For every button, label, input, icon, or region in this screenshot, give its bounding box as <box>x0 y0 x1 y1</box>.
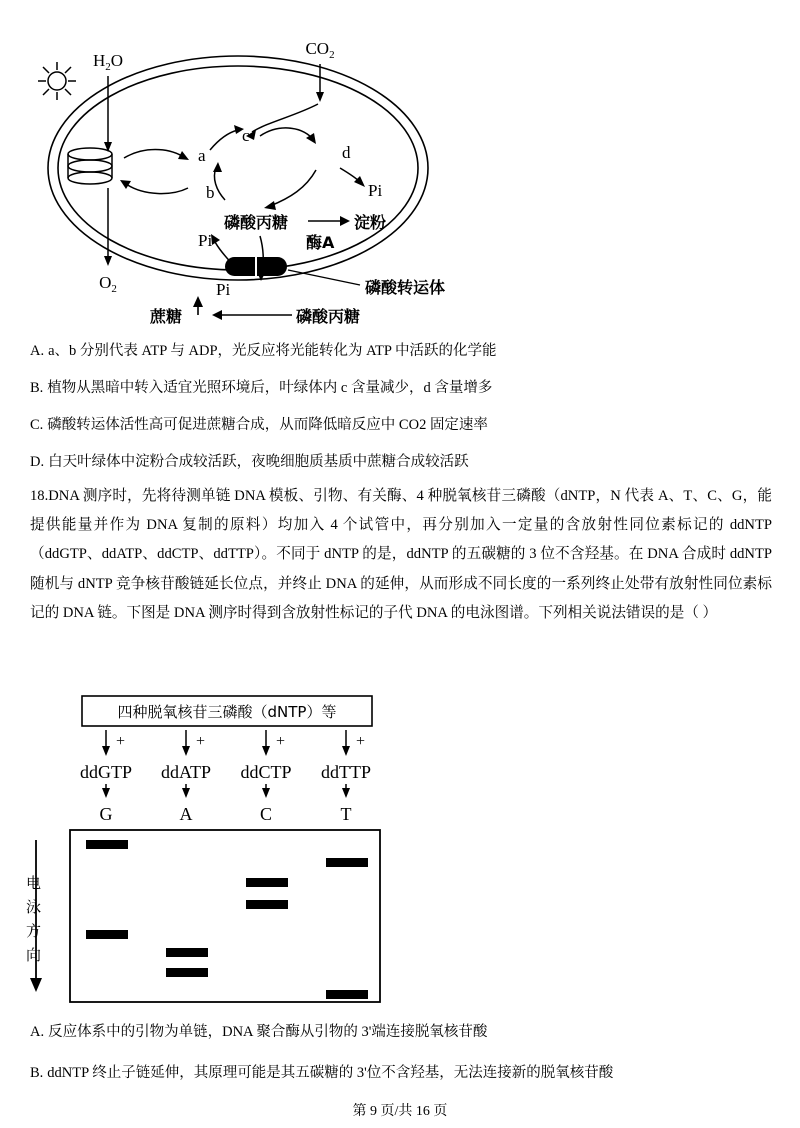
option-c-top <box>30 415 770 437</box>
page-number-text: 第 9 页/共 16 页 <box>352 1104 448 1119</box>
plus-sign-2: + <box>196 733 206 750</box>
label-a: a <box>198 146 206 165</box>
gel-bands <box>86 840 368 999</box>
tube-label-ddatp: ddATP <box>160 762 212 782</box>
label-pi-right: Pi <box>368 181 383 200</box>
option-b-top-label: B. <box>30 380 44 396</box>
tube-label-ddctp: ddCTP <box>240 762 292 782</box>
plus-sign-4: + <box>356 733 366 750</box>
label-pi-bottom: Pi <box>216 280 231 299</box>
option-a-bottom <box>30 1022 770 1044</box>
electrophoresis-direction-arrow <box>30 840 42 992</box>
label-starch: 淀粉 <box>354 213 387 232</box>
direction-label-1: 电 <box>26 874 42 892</box>
plus-sign-3: + <box>276 733 286 750</box>
tube-label-ddttp: ddTTP <box>320 762 372 782</box>
electrophoresis-diagram <box>20 692 440 1012</box>
tube-label-ddgtp: ddGTP <box>79 762 133 782</box>
option-c-top-label: C. <box>30 417 44 433</box>
direction-label-3: 方 <box>26 922 42 940</box>
option-b-top <box>30 378 770 400</box>
label-c: c <box>242 126 250 145</box>
direction-label-4: 向 <box>26 946 42 964</box>
label-sucrose: 蔗糖 <box>150 307 183 326</box>
label-triose-inner: 磷酸丙糖 <box>224 213 289 232</box>
option-a-top-label: A. <box>30 343 45 359</box>
label-co2: $CO_2$ <box>305 39 335 61</box>
option-c-top-text: 磷酸转运体活性高可促进蔗糖合成，从而降低暗反应中 CO2 固定速率 <box>47 417 488 433</box>
option-d-top-label: D. <box>30 454 45 470</box>
page-footer <box>0 1100 800 1120</box>
label-pi-left: Pi <box>198 231 213 250</box>
direction-label-2: 泳 <box>26 898 42 916</box>
gel-box <box>70 830 380 1002</box>
option-a-bottom-label: A. <box>30 1024 45 1040</box>
sun-icon <box>38 62 76 100</box>
lane-base-c: C <box>259 804 273 824</box>
lane-base-a: A <box>179 804 193 824</box>
lane-base-t: T <box>340 804 352 824</box>
option-b-bottom-label: B. <box>30 1065 44 1081</box>
option-a-top <box>30 341 770 363</box>
label-triose-outer: 磷酸丙糖 <box>296 307 361 326</box>
option-d-top <box>30 452 770 474</box>
option-a-top-text: a、b 分别代表 ATP 与 ADP，光反应将光能转化为 ATP 中活跃的化学能 <box>48 343 497 359</box>
option-b-bottom-text: ddNTP 终止子链延伸，其原理可能是其五碳糖的 3'位不含羟基，无法连接新的脱氧核苷酸 <box>47 1065 614 1081</box>
label-b: b <box>206 183 215 202</box>
question-18-number: 18. <box>30 488 49 504</box>
question-18 <box>30 482 772 628</box>
dntp-box-label: 四种脱氧核苷三磷酸（dNTP）等 <box>117 703 337 721</box>
label-phosphate-translocator: 磷酸转运体 <box>365 278 446 297</box>
phosphate-translocator-shape <box>225 257 287 276</box>
thylakoid-stack <box>68 148 112 184</box>
option-b-bottom <box>30 1063 770 1085</box>
option-b-top-text: 植物从黑暗中转入适宜光照环境后，叶绿体内 c 含量减少，d 含量增多 <box>47 380 493 396</box>
option-d-top-text: 白天叶绿体中淀粉合成较活跃，夜晚细胞质基质中蔗糖合成较活跃 <box>48 454 469 470</box>
lane-base-g: G <box>99 804 113 824</box>
chloroplast-diagram <box>20 18 490 328</box>
plus-sign-1: + <box>116 733 126 750</box>
option-a-bottom-text: 反应体系中的引物为单链，DNA 聚合酶从引物的 3'端连接脱氧核苷酸 <box>48 1024 488 1040</box>
label-enzyme-a: 酶A <box>306 233 335 252</box>
label-o2: $O_2$ <box>99 273 117 295</box>
label-h2o: $H_2O$ <box>92 51 124 73</box>
label-d: d <box>342 143 351 162</box>
question-18-body: DNA 测序时，先将待测单链 DNA 模板、引物、有关酶、4 种脱氧核苷三磷酸（dNTP，N 代表 A、T、C、G，能提供能量并作为 DNA 复制的原料）均加入 4 个试管中，再分别加入一定量的含放射性同位素标记的 ddNTP（ddGTP、ddATP、ddCTP、ddTTP）。不同于 dNTP 的是，ddNTP 的五碳糖的 3 位不含羟基。在 DNA 合成时 ddNTP 随机与 dNTP 竞争核苷酸链延长位点，并终止 DNA 的延伸，从而形成不同长度的一系列终止处带有放射性同位素标记的 DNA 链。下图是 DNA 测序时得到含放射性标记的子代 DNA 的电泳图谱。下列相关说法错误的是（ ） <box>30 488 772 621</box>
